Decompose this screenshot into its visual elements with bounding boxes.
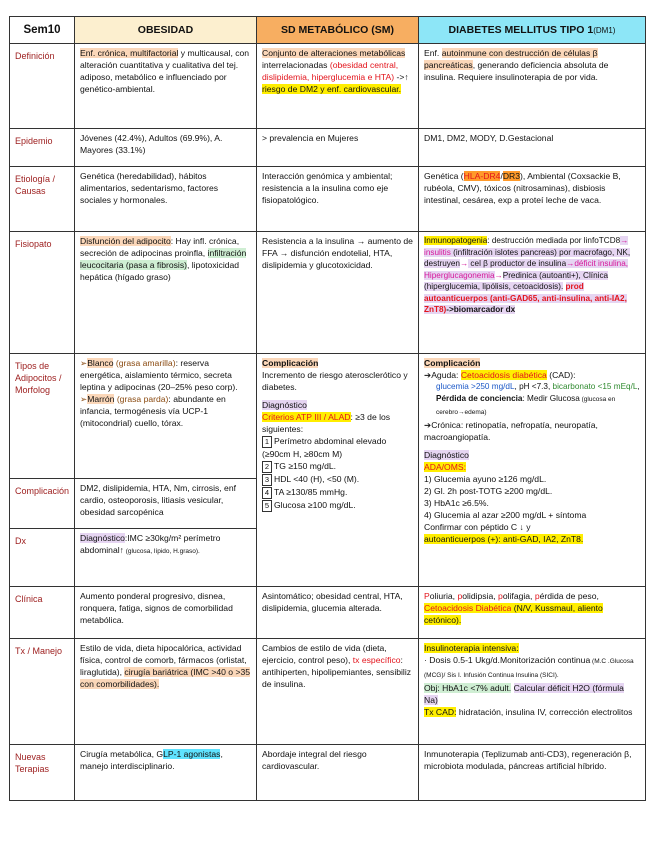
row-fisiopato — [10, 232, 646, 354]
label-fisiopato: Fisiopato — [10, 232, 75, 354]
sm-dx-item: 3 HDL <40 (H), <50 (M). — [262, 473, 413, 486]
label-dx: Dx — [10, 529, 75, 587]
adipocito-blanco: ➢Blanco (grasa amarilla): reserva energética, aislamiento térmico, secreta leptina y adipocinas (20–25% peso corp). — [80, 358, 238, 392]
dm1-dx-item: 2) Gl. 2h post-TOTG ≥200 mg/dL. — [424, 486, 553, 496]
cell-etiologia-dm1: Genética (HLA-DR4/DR3), Ambiental (Coxsackie B, rubéola, CMV), tóxicos (nitrosaminas), disbiosis intestinal, cesárea, exp a proteí leche de vaca. — [419, 167, 646, 232]
label-complicacion: Complicación — [10, 479, 75, 529]
label-epidemio: Epidemio — [10, 129, 75, 167]
cell-epidemio-dm1: DM1, DM2, MODY, D.Gestacional — [419, 129, 646, 167]
cell-fisiopato-sm: Resistencia a la insulina → aumento de FFA → disfunción endotelial, HTA, dislipidemia y glucotoxicidad. — [257, 232, 419, 354]
row-epidemio — [10, 129, 646, 167]
row-clinica — [10, 587, 646, 639]
cell-complicacion-obesidad: DM2, dislipidemia, HTA, Nm, cirrosis, enf cardio, osteoporosis, litiasis vesicular, obesidad sarcopénica — [75, 479, 257, 529]
header-sem: Sem10 — [10, 17, 75, 44]
cell-tx-obesidad: Estilo de vida, dieta hipocalórica, actividad física, control de comorb, fármacos (orlistat, liraglutida), cirugía bariátrica (IMC >40 o >35 con comorbilidades). — [75, 639, 257, 745]
label-clinica: Clínica — [10, 587, 75, 639]
dm1-dx-item: 4) Glucemia al azar ≥200 mg/dL + síntoma — [424, 510, 587, 520]
header-obesidad: OBESIDAD — [75, 17, 257, 44]
label-nuevas: Nuevas Terapias — [10, 745, 75, 801]
label-definicion: Definición — [10, 44, 75, 129]
cell-clinica-sm: Asintomático; obesidad central, HTA, dislipidemia, glucemia alterada. — [257, 587, 419, 639]
label-tx: Tx / Manejo — [10, 639, 75, 745]
cell-tipos-obesidad — [75, 354, 257, 479]
cell-tx-sm: Cambios de estilo de vida (dieta, ejercicio, control peso), tx específico: antihiperten, hipolipemiantes, sensibiliz de insulina. — [257, 639, 419, 745]
cell-etiologia-sm: Interacción genómica y ambiental; resistencia a la insulina como eje fisiopatológico. — [257, 167, 419, 232]
cell-tx-dm1: Insulinoterapia intensiva: · Dosis 0.5-1 Ukg/d.Monitorización continua (M.C .Glucosa (MCG)/ Sis I. Infusión Continua Insulina (SICI). Obj: HbA1c <7% adult. Calcular déficit H2O (fórmula Na) Tx CAD: hidratación, insulina IV, corrección electrolitos — [419, 639, 646, 745]
header-dm1: DIABETES MELLITUS TIPO 1(DM1) — [419, 17, 646, 44]
adipocito-marron: ➢Marrón (grasa parda): abundante en infancia, termogénesis vía UCP-1 (mitocondrial) cuello, tórax. — [80, 394, 226, 428]
sm-dx-item: 5 Glucosa ≥100 mg/dL. — [262, 499, 413, 512]
sm-dx-item: 2 TG ≥150 mg/dL. — [262, 460, 413, 473]
cell-definicion-dm1: Enf. autoinmune con destrucción de células β pancreáticas, generando deficiencia absoluta de insulina. Requiere insulinoterapia de por vida. — [419, 44, 646, 129]
header-row — [10, 17, 646, 44]
cell-fisiopato-dm1: Inmunopatogenia: destrucción mediada por linfoTCD8→ insulitis (infiltración islotes pancreas) por macrofago, NK, destruyen→ cel β productor de insulina→déficit insulina, Hiperglucagonemia→Predinica (autoanti+), Clínica (hiperglucemia, lipólisis, cetoacidosis). prod autoanticuerpos (anti-GAD65, anti-insulina, anti-IA2, ZnT8)->biomarcador dx — [419, 232, 646, 354]
cell-nuevas-sm: Abordaje integral del riesgo cardiovascular. — [257, 745, 419, 801]
cell-epidemio-sm: > prevalencia en Mujeres — [257, 129, 419, 167]
cell-definicion-obesidad: Enf. crónica, multifactorial y multicausal, con alteración cuantitativa y cualitativa del tej. adiposo, metabólico e influenciado por genético-ambiental. — [75, 44, 257, 129]
dm1-dx-item: 3) HbA1c ≥6.5%. — [424, 498, 489, 508]
cell-compdx-sm: Complicación Incremento de riesgo aterosclerótico y diabetes. Diagnóstico Criterios ATP III / ALAD: ≥3 de los siguientes: 1 Perímetro abdominal elevado (≥90cm H, ≥80cm M) 2 TG ≥150 mg/dL. 3 HDL <40 (H), <50 (M). 4 TA ≥130/85 mmHg. 5 Glucosa ≥100 mg/dL. — [257, 354, 419, 587]
cell-epidemio-obesidad: Jóvenes (42.4%), Adultos (69.9%), A. Mayores (33.1%) — [75, 129, 257, 167]
cell-fisiopato-obesidad: Disfunción del adipocito: Hay infl. crónica, secreción de adipocinas proinfla, infiltración leucocitaria (pasa a fibrosis), lipotoxicidad hepática (hígado graso) — [75, 232, 257, 354]
cell-clinica-dm1: Poliuria, polidipsia, polifagia, pérdida de peso, Cetoacidosis Diabética (N/V, Kussmaul, aliento cetónico). — [419, 587, 646, 639]
cell-etiologia-obesidad: Genética (heredabilidad), hábitos alimentarios, sedentarismo, factores sociales y hormonales. — [75, 167, 257, 232]
dm1-dx-item: 1) Glucemia ayuno ≥126 mg/dL. — [424, 474, 547, 484]
row-nuevas — [10, 745, 646, 801]
row-definicion — [10, 44, 646, 129]
comparison-table — [9, 16, 646, 801]
row-etiologia — [10, 167, 646, 232]
sm-dx-item: 1 Perímetro abdominal elevado (≥90cm H, ≥80cm M) — [262, 436, 387, 459]
label-etiologia: Etiología / Causas — [10, 167, 75, 232]
cell-nuevas-obesidad: Cirugía metabólica, GLP-1 agonistas, manejo interdisciplinario. — [75, 745, 257, 801]
row-tx — [10, 639, 646, 745]
sm-dx-item: 4 TA ≥130/85 mmHg. — [262, 486, 413, 499]
cell-compdx-dm1: Complicación ➔Aguda: Cetoacidosis diabética (CAD): glucemia >250 mg/dL, pH <7.3, bicarbonato <15 mEq/L, Pérdida de conciencia: Medir Glucosa (glucosa en cerebro→edema) ➔Crónica: retinopatía, nefropatía, neuropatía, macroangiopatía. Diagnóstico ADA/OMS: 1) Glucemia ayuno ≥126 mg/dL. 2) Gl. 2h post-TOTG ≥200 mg/dL. 3) HbA1c ≥6.5%. 4) Glucemia al azar ≥200 mg/dL + síntoma Confirmar con péptido C ↓ y autoanticuerpos (+): anti-GAD, IA2, ZnT8. — [419, 354, 646, 587]
cell-dx-obesidad: Diagnóstico:IMC ≥30kg/m² perímetro abdominal↑ (glucosa, lípido, H.graso). — [75, 529, 257, 587]
cell-clinica-obesidad: Aumento ponderal progresivo, disnea, ronquera, fatiga, signos de comorbilidad metabólica. — [75, 587, 257, 639]
cell-nuevas-dm1: Inmunoterapia (Teplizumab anti-CD3), regeneración β, microbiota modulada, páncreas artificial híbrido. — [419, 745, 646, 801]
row-tipos — [10, 354, 646, 479]
label-tipos: Tipos de Adipocitos / Morfolog — [10, 354, 75, 479]
header-sm: SD METABÓLICO (SM) — [257, 17, 419, 44]
cell-definicion-sm: Conjunto de alteraciones metabólicas interrelacionadas (obesidad central, dislipidemia, hiperglucemia e HTA) ->↑ riesgo de DM2 y enf. cardiovascular. — [257, 44, 419, 129]
